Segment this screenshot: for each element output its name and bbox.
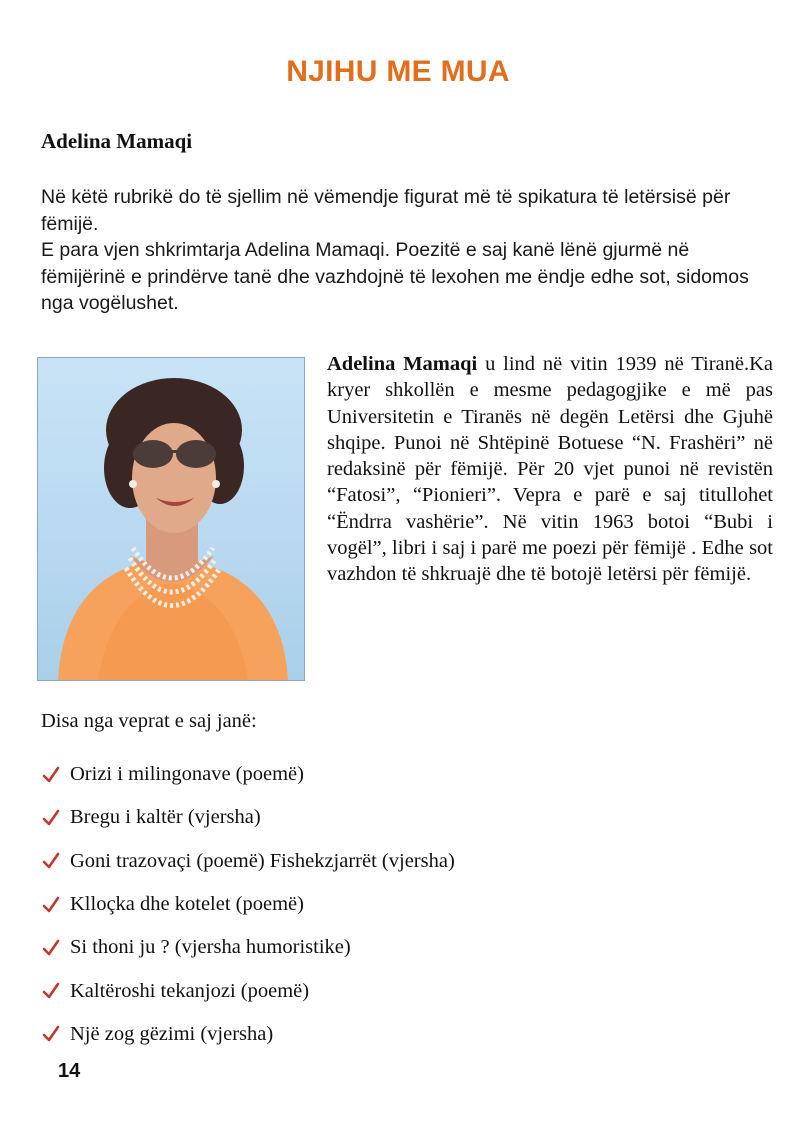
- intro-paragraph-1: Në këtë rubrikë do të sjellim në vëmendje figurat më të spikatura të letërsisë për fëmijë.: [41, 186, 731, 235]
- list-item: [41, 840, 455, 883]
- checkmark-icon: [41, 1024, 61, 1044]
- author-portrait: [37, 357, 305, 681]
- page-title: NJIHU ME MUA: [286, 55, 510, 88]
- works-list: [41, 753, 455, 1056]
- checkmark-icon: [41, 808, 61, 828]
- work-title: Klloçka dhe kotelet (poemë): [70, 893, 304, 916]
- work-title: Si thoni ju ? (vjersha humoristike): [70, 936, 351, 959]
- work-title: Bregu i kaltër (vjersha): [70, 806, 261, 829]
- checkmark-icon: [41, 895, 61, 915]
- work-title: Kaltëroshi tekanjozi (poemë): [70, 979, 310, 1002]
- checkmark-icon: [41, 938, 61, 958]
- list-item: [41, 883, 455, 926]
- list-item: [41, 926, 455, 969]
- page-number: 14: [58, 1060, 81, 1082]
- works-intro: Disa nga veprat e saj janë:: [41, 710, 257, 732]
- work-title: Një zog gëzimi (vjersha): [70, 1022, 274, 1045]
- intro-paragraph-2: E para vjen shkrimtarja Adelina Mamaqi. Poezitë e saj kanë lënë gjurmë në fëmijërinë e prindërve tanë dhe vazhdojnë të lexohen me ëndje edhe sot, sidomos nga vogëlushet.: [41, 239, 749, 314]
- author-biography: [327, 351, 773, 588]
- checkmark-icon: [41, 765, 61, 785]
- bio-text: u lind në vitin 1939 në Tiranë.Ka kryer shkollën e mesme pedagogjike e më pas Universitetin e Tiranës në degën Letërsi dhe Gjuhë shqipe. Punoi në Shtëpinë Botuese “N. Frashëri” në redaksinë për fëmijë. Për 20 vjet punoi në revistën “Fatosi”, “Pionieri”. Vepra e parë e saj titullohet “Ëndrra vashërie”. Në vitin 1963 botoi “Bubi i vogël”, libri i saj i parë me poezi për fëmijë . Edhe sot vazhdon të shkruajë dhe të botojë letërsi për fëmijë.: [327, 353, 773, 586]
- work-title: Orizi i milingonave (poemë): [70, 763, 304, 786]
- work-title: Goni trazovaçi (poemë) Fishekzjarrët (vjersha): [70, 849, 455, 872]
- list-item: [41, 753, 455, 796]
- bio-author-name: Adelina Mamaqi: [327, 353, 478, 375]
- checkmark-icon: [41, 981, 61, 1001]
- checkmark-icon: [41, 851, 61, 871]
- list-item: [41, 969, 455, 1012]
- list-item: [41, 796, 455, 839]
- author-heading: Adelina Mamaqi: [41, 129, 193, 153]
- list-item: [41, 1013, 455, 1056]
- intro-section: [41, 184, 765, 317]
